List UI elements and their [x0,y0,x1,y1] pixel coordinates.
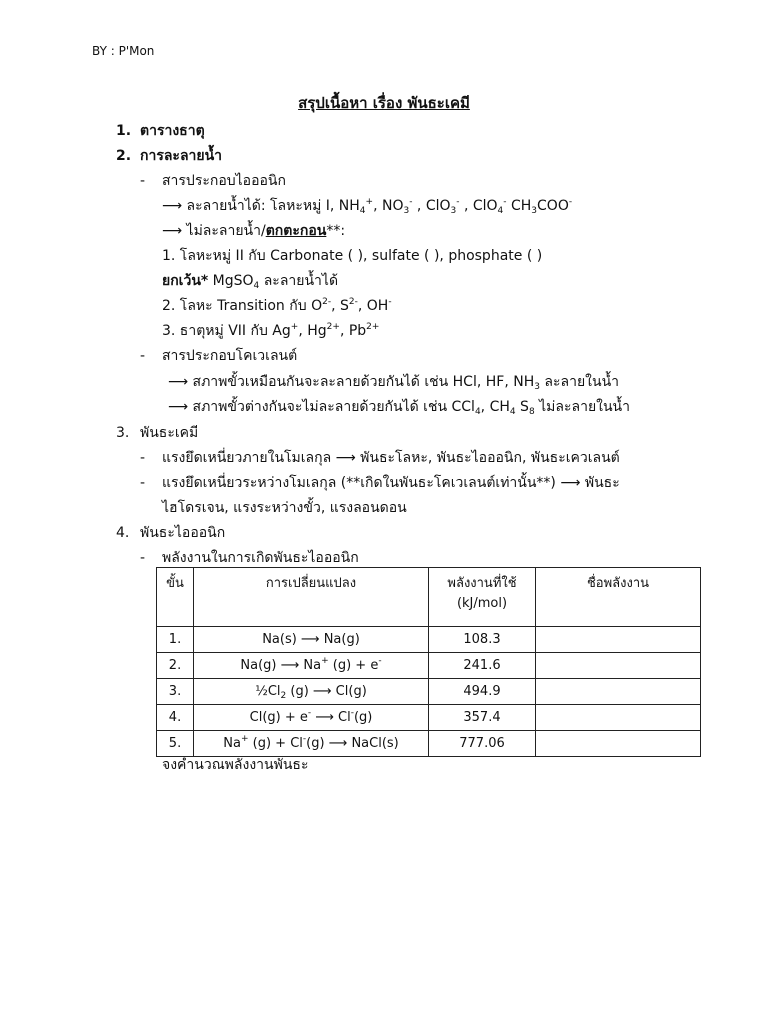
precipitate-label: ตกตะกอน [265,223,327,239]
arrow-icon: ⟶ [168,374,189,390]
intramolecular-force-line: แรงยึดเหนี่ยวภายในโมเลกุล ⟶ พันธะโลหะ, พันธะไอออนิก, พันธะเควเลนต์ [162,450,620,466]
exception-label: ยกเว้น* [162,273,209,289]
section-3-number: 3. [116,425,130,441]
energy-table [156,567,701,757]
table-row [157,653,701,679]
exception-text: MgSO [208,273,254,289]
energy-name-cell [536,653,701,679]
step-cell: 2. [157,653,194,679]
byline: BY : P'Mon [92,44,155,58]
exception-tail: ละลายน้ำได้ [259,273,339,289]
insoluble-line [162,222,345,240]
change-cell: Na(s) ⟶ Na(g) [194,627,429,653]
change-cell: Na+ (g) + Cl-(g) ⟶ NaCl(s) [194,731,429,757]
page-title: สรุปเนื้อหา เรื่อง พันธะเคมี [298,94,470,112]
energy-subheading: พลังงานในการเกิดพันธะไอออนิก [162,550,359,566]
change-cell: Cl(g) + e- ⟶ Cl-(g) [194,705,429,731]
insoluble-item-3: 3. ธาตุหมู่ VII กับ Ag+, $Hg^{2+}$, $Pb^{2+}$ [162,322,380,339]
table-row [157,679,701,705]
energy-dash: - [140,550,146,566]
energy-cell: 357.4 [429,705,536,731]
insoluble-tail: **: [326,223,346,239]
energy-cell: 494.9 [429,679,536,705]
soluble-line: ⟶ ละลายน้ำได้: โลหะหมู่ I, $NH_4^+$, $NO_3^-$ , ClO$_3$- , ClO$_4$- $CH_3COO^-$ [162,197,573,216]
header-energy: พลังงานที่ใช้ (kJ/mol) [429,568,536,627]
step-cell: 1. [157,627,194,653]
section-4-number: 4. [116,525,130,541]
energy-cell: 108.3 [429,627,536,653]
ionic-dash: - [140,173,146,189]
covalent-line-2: ⟶ สภาพขั้วต่างกันจะไม่ละลายด้วยกันได้ เช่น CCl$_4$, $CH_4$ $S_8$ ไม่ละลายในน้ำ [168,399,630,417]
section-1-number: 1. [116,123,132,139]
table-row [157,731,701,757]
energy-name-cell [536,705,701,731]
insoluble-label: ไม่ละลายน้ำ/ [186,223,266,239]
step-cell: 4. [157,705,194,731]
insoluble-item-2: 2. โลหะ Transition กับ $O^{2-}$, $S^{2-}$, OH- [162,297,392,314]
arrow-icon: ⟶ [162,198,183,214]
intermolecular-force-line-1: แรงยึดเหนี่ยวระหว่างโมเลกุล (**เกิดในพันธะโคเวเลนต์เท่านั้น**) ⟶ พันธะ [162,475,620,491]
section-1-heading: ตารางธาตุ [140,123,205,139]
change-cell: $\frac{1}{2}Cl_2$ (g) ⟶ Cl(g) [194,679,429,705]
section-4-heading: พันธะไอออนิก [140,525,226,541]
covalent-line-1: ⟶ สภาพขั้วเหมือนกันจะละลายด้วยกันได้ เช่น HCl, HF, $NH_3$ ละลายในน้ำ [168,374,619,392]
ionic-heading: สารประกอบไอออนิก [162,173,286,189]
table-row [157,627,701,653]
header-step: ขั้น [157,568,194,627]
table-row [157,705,701,731]
section-3-heading: พันธะเคมี [140,425,199,441]
arrow-icon: ⟶ [162,223,183,239]
intra-dash: - [140,450,146,466]
energy-cell: 241.6 [429,653,536,679]
energy-cell: 777.06 [429,731,536,757]
intermolecular-force-line-2: ไฮโดรเจน, แรงระหว่างขั้ว, แรงลอนดอน [162,500,407,516]
arrow-icon: ⟶ [168,399,189,415]
section-2-heading: การละลายน้ำ [140,148,223,164]
soluble-label: ละลายน้ำได้: โลหะหมู่ I, NH [186,198,360,214]
header-energy-name: ชื่อพลังงาน [536,568,701,627]
table-header-row [157,568,701,627]
section-2-number: 2. [116,148,132,164]
header-change: การเปลี่ยนแปลง [194,568,429,627]
insoluble-item-1: 1. โลหะหมู่ II กับ Carbonate ( ), sulfate ( ), phosphate ( ) [162,248,543,264]
covalent-heading: สารประกอบโคเวเลนต์ [162,348,298,364]
step-cell: 3. [157,679,194,705]
change-cell: Na(g) ⟶ Na+ (g) + e- [194,653,429,679]
exception-line: ยกเว้น* MgSO$_4$ ละลายน้ำได้ [162,273,339,291]
step-cell: 5. [157,731,194,757]
energy-name-cell [536,627,701,653]
energy-name-cell [536,679,701,705]
covalent-dash: - [140,348,146,364]
energy-name-cell [536,731,701,757]
inter-dash: - [140,475,146,491]
calculate-instruction: จงคำนวณพลังงานพันธะ [162,757,309,773]
